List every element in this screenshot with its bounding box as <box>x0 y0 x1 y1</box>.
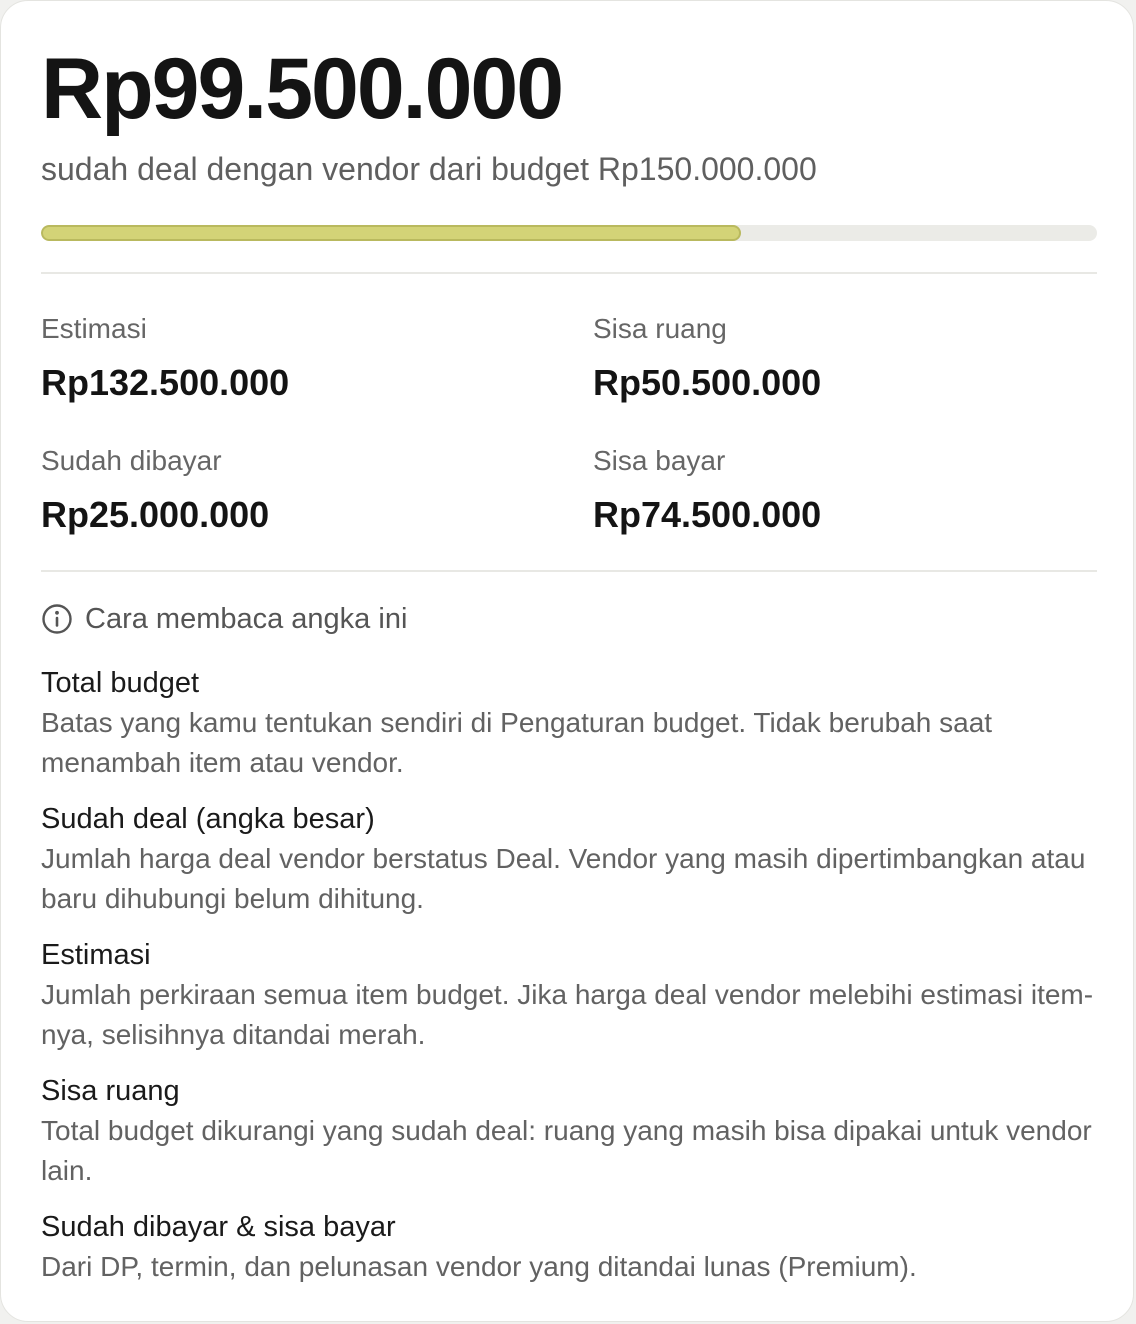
stat-value: Rp50.500.000 <box>593 362 822 403</box>
help-toggle[interactable] <box>41 599 407 639</box>
explain-title: Estimasi <box>41 939 151 971</box>
explain-title: Sudah deal (angka besar) <box>41 803 375 835</box>
budget-progress-bar <box>41 225 1097 241</box>
explain-title: Total budget <box>41 667 200 699</box>
deal-amount: Rp99.500.000 <box>41 41 563 137</box>
help-label: Cara membaca angka ini <box>85 602 408 635</box>
explain-dibayar-sisa-bayar <box>41 1207 1111 1287</box>
stat-sisa-bayar <box>593 443 1073 537</box>
explain-desc: Dari DP, termin, dan pelunasan vendor yang ditandai lunas (Premium). <box>41 1251 917 1282</box>
explain-title: Sudah dibayar & sisa bayar <box>41 1211 396 1243</box>
stat-value: Rp25.000.000 <box>41 494 270 535</box>
stat-label: Sisa bayar <box>593 445 726 476</box>
stat-value: Rp74.500.000 <box>593 494 822 535</box>
explain-total-budget <box>41 663 1111 783</box>
stat-sudah-dibayar <box>41 443 521 537</box>
budget-subtitle: sudah deal dengan vendor dari budget Rp150.000.000 <box>41 151 817 187</box>
stat-value: Rp132.500.000 <box>41 362 290 403</box>
info-icon <box>41 603 73 635</box>
stat-label: Sisa ruang <box>593 313 727 344</box>
divider <box>41 272 1097 274</box>
explain-title: Sisa ruang <box>41 1075 180 1107</box>
explain-desc: Total budget dikurangi yang sudah deal: ruang yang masih bisa dipakai untuk vendor lain. <box>41 1115 1092 1186</box>
divider <box>41 570 1097 572</box>
explain-estimasi <box>41 935 1111 1055</box>
budget-progress-fill <box>41 225 741 241</box>
stat-label: Sudah dibayar <box>41 445 222 476</box>
explain-desc: Jumlah perkiraan semua item budget. Jika harga deal vendor melebihi estimasi item-nya, selisihnya ditandai merah. <box>41 979 1094 1050</box>
stat-label: Estimasi <box>41 313 147 344</box>
explain-sudah-deal <box>41 799 1111 919</box>
stat-estimasi <box>41 311 521 405</box>
stat-sisa-ruang <box>593 311 1073 405</box>
explain-sisa-ruang <box>41 1071 1111 1191</box>
explain-desc: Jumlah harga deal vendor berstatus Deal. Vendor yang masih dipertimbangkan atau baru dihubungi belum dihitung. <box>41 843 1086 914</box>
explain-desc: Batas yang kamu tentukan sendiri di Pengaturan budget. Tidak berubah saat menambah item atau vendor. <box>41 707 993 778</box>
